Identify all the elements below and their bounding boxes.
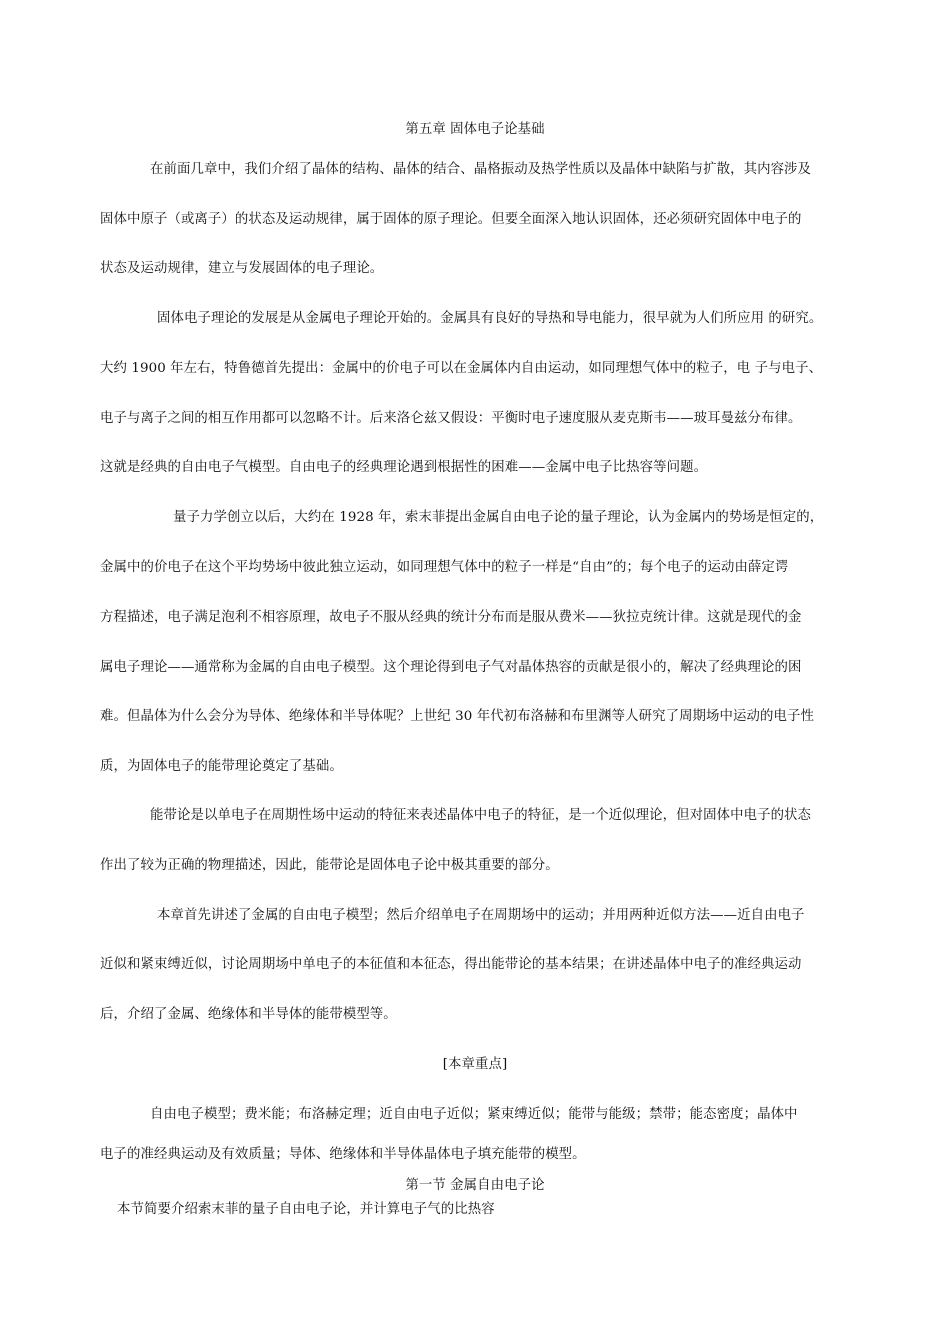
- paragraph-3-line-6: 质，为固体电子的能带理论奠定了基础。: [100, 759, 343, 774]
- paragraph-1-line-3: 状态及运动规律，建立与发展固体的电子理论。: [100, 261, 384, 276]
- paragraph-1-line-1: 在前面几章中，我们介绍了晶体的结构、晶体的结合、晶格振动及热学性质以及晶体中缺陷与扩散，其内容涉及: [150, 162, 812, 177]
- paragraph-3-line-5: 难。但晶体为什么会分为导体、绝缘体和半导体呢？上世纪 30 年代初布洛赫和布里渊等人研究了周期场中运动的电子性: [100, 709, 814, 724]
- chapter-title: 第五章 固体电子论基础: [405, 122, 545, 137]
- paragraph-2-line-2: 大约 1900 年左右，特鲁德首先提出：金属中的价电子可以在金属体内自由运动，如同理想气体中的粒子，电 子与电子、: [100, 361, 823, 376]
- paragraph-4-line-1: 能带论是以单电子在周期性场中运动的特征来表述晶体中电子的特征，是一个近似理论，但对固体中电子的状态: [150, 808, 812, 823]
- paragraph-1-line-2: 固体中原子（或离子）的状态及运动规律，属于固体的原子理论。但要全面深入地认识固体，还必须研究固体中电子的: [100, 212, 802, 227]
- paragraph-3-line-2: 金属中的价电子在这个平均势场中彼此独立运动，如同理想气体中的粒子一样是“自由”的；每个电子的运动由薛定谔: [100, 560, 789, 575]
- paragraph-5-line-1: 本章首先讲述了金属的自由电子模型；然后介绍单电子在周期场中的运动；并用两种近似方法——近自由电子: [157, 908, 805, 923]
- paragraph-2-line-1: 固体电子理论的发展是从金属电子理论开始的。金属具有良好的导热和导电能力，很早就为人们所应用 的研究。: [157, 311, 823, 326]
- key-points-line-2: 电子的准经典运动及有效质量；导体、绝缘体和半导体晶体电子填充能带的模型。: [100, 1147, 586, 1162]
- key-points-line-1: 自由电子模型；费米能；布洛赫定理；近自由电子近似；紧束缚近似；能带与能级；禁带；能态密度；晶体中: [150, 1107, 798, 1122]
- section-title: 第一节 金属自由电子论: [405, 1178, 545, 1193]
- paragraph-4-line-2: 作出了较为正确的物理描述，因此，能带论是固体电子论中极其重要的部分。: [100, 858, 559, 873]
- paragraph-5-line-2: 近似和紧束缚近似，讨论周期场中单电子的本征值和本征态，得出能带论的基本结果；在讲述晶体中电子的准经典运动: [100, 957, 802, 972]
- paragraph-3-line-4: 属电子理论——通常称为金属的自由电子模型。这个理论得到电子气对晶体热容的贡献是很小的，解决了经典理论的困: [100, 660, 802, 675]
- paragraph-5-line-3: 后，介绍了金属、绝缘体和半导体的能带模型等。: [100, 1007, 397, 1022]
- key-points-heading: [本章重点]: [442, 1057, 508, 1072]
- paragraph-2-line-4: 这就是经典的自由电子气模型。自由电子的经典理论遇到根据性的困难——金属中电子比热容等问题。: [100, 460, 708, 475]
- paragraph-3-line-1: 量子力学创立以后，大约在 1928 年，索末菲提出金属自由电子论的量子理论，认为金属内的势场是恒定的，: [173, 510, 824, 525]
- paragraph-2-line-3: 电子与离子之间的相互作用都可以忽略不计。后来洛仑兹又假设：平衡时电子速度服从麦克斯韦——玻耳曼兹分布律。: [100, 411, 802, 426]
- section-intro: 本节简要介绍索末菲的量子自由电子论，并计算电子气的比热容: [117, 1202, 495, 1217]
- paragraph-3-line-3: 方程描述，电子满足泡利不相容原理，故电子不服从经典的统计分布而是服从费米——狄拉克统计律。这就是现代的金: [100, 610, 802, 625]
